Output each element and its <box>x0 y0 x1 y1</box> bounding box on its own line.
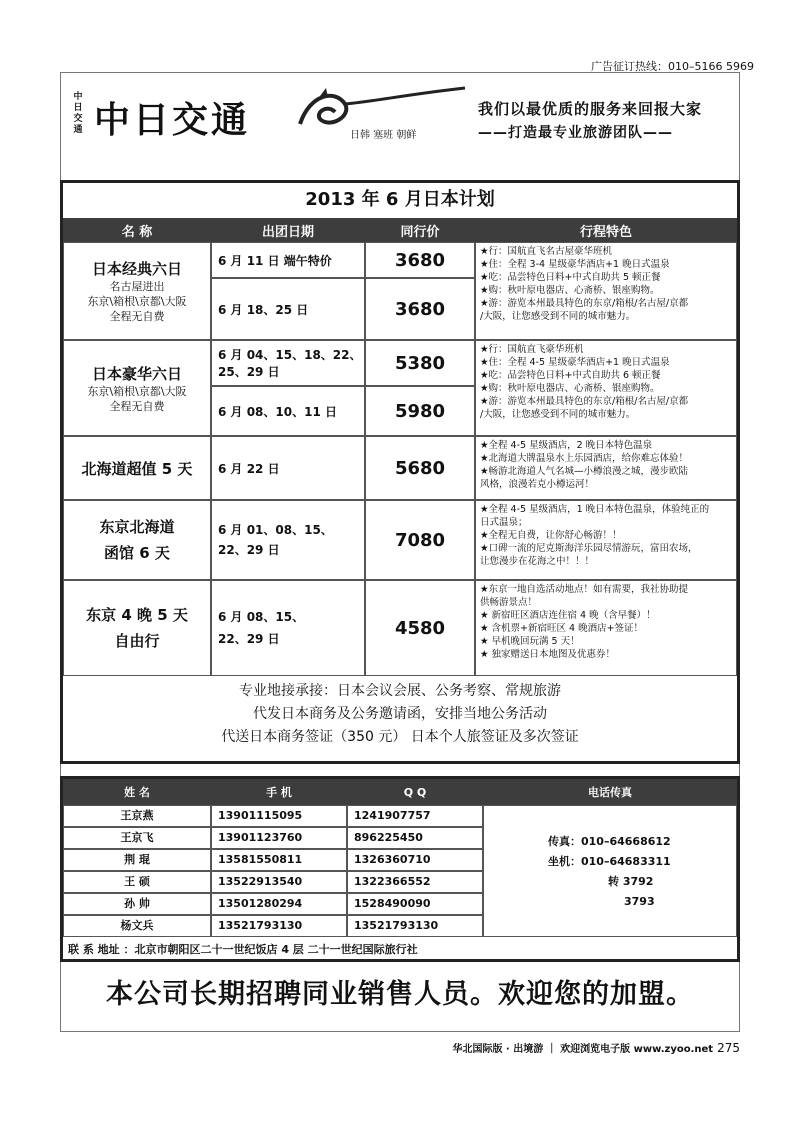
extension-1: 转 3792 <box>608 875 654 888</box>
plan-price: 3680 <box>365 242 475 278</box>
feature-line: ★ 新宿旺区酒店连住宿 4 晚（含早餐）！ <box>480 610 656 621</box>
feature-line: ★住：全程 3-4 星级豪华酒店+1 晚日式温泉 <box>480 259 670 270</box>
plan-date: 6 月 04、15、18、22、 25、29 日 <box>211 340 365 386</box>
plan-date: 6 月 18、25 日 <box>211 278 365 340</box>
feature-line: ★北海道大牌温泉水上乐园酒店，给你难忘体验！ <box>480 453 689 464</box>
plan-price: 4580 <box>365 580 475 676</box>
header-name: 名 称 <box>63 218 211 242</box>
contact-header-mobile: 手 机 <box>211 779 347 805</box>
feature-line: /大阪，让您感受到不同的城市魅力。 <box>480 409 636 420</box>
plan-sub: 全程无自费 <box>109 399 165 413</box>
header-price: 同行价 <box>365 218 475 242</box>
plan-row-classic6 <box>63 242 211 340</box>
feature-line: 供畅游景点！ <box>480 597 538 608</box>
plan-price: 5980 <box>365 386 475 436</box>
logo-subtitle: 日韩 塞班 朝鲜 <box>350 130 417 141</box>
plan-price: 5680 <box>365 436 475 500</box>
plan-features <box>475 340 737 436</box>
plan-price: 3680 <box>365 278 475 340</box>
plan-features <box>475 436 737 500</box>
logo-vertical-text: 中日交通 <box>73 92 83 135</box>
plan-features <box>475 242 737 340</box>
footer-text: 华北国际版 · 出境游 ｜ 欢迎浏览电子版 www.zyoo.net <box>452 1044 714 1055</box>
contact-header-qq: Q Q <box>347 779 483 805</box>
plan-name: 东京 4 晚 5 天 自由行 <box>63 580 211 676</box>
feature-line: 风格，浪漫若克小樽运河！ <box>480 479 595 490</box>
contact-name: 王京燕 <box>63 805 211 827</box>
plan-sub: 东京\箱根\京都\大阪 <box>87 384 187 398</box>
recruitment-banner: 本公司长期招聘同业销售人员。欢迎您的加盟。 <box>106 979 694 1010</box>
feature-line: /大阪，让您感受到不同的城市魅力。 <box>480 311 636 322</box>
feature-line: ★ 独家赠送日本地图及优惠券！ <box>480 649 616 660</box>
services-block <box>60 680 740 749</box>
feature-line: ★行：国航直飞豪华班机 <box>480 344 584 355</box>
feature-line: ★住：全程 4-5 星级豪华酒店+1 晚日式温泉 <box>480 357 670 368</box>
feature-line: ★ 早机晚回玩满 5 天！ <box>480 636 580 647</box>
feature-line: ★全程无自费，让你舒心畅游！！ <box>480 530 622 541</box>
landline-number: 坐机：010–64683311 <box>548 855 671 868</box>
fax-number: 传真：010–64668612 <box>548 835 671 848</box>
contact-mobile: 13501280294 <box>211 893 347 915</box>
contact-qq: 1528490090 <box>347 893 483 915</box>
feature-line: ★全程 4-5 星级酒店，2 晚日本特色温泉 <box>480 440 653 451</box>
feature-line: ★畅游北海道人气名城—小樽浪漫之城，漫步欧陆 <box>480 466 689 477</box>
page-number: 275 <box>717 1041 740 1055</box>
contact-qq: 1241907757 <box>347 805 483 827</box>
feature-line: ★东京一地自选活动地点！如有需要，我社协助提 <box>480 584 689 595</box>
plan-name: 日本经典六日 <box>91 260 182 278</box>
contact-mobile: 13581550811 <box>211 849 347 871</box>
feature-line: ★购：秋叶原电器店、心斋桥、银座购物。 <box>480 285 660 296</box>
slogan-line-1: 我们以最优质的服务来回报大家 <box>478 100 703 118</box>
contact-mobile: 13901115095 <box>211 805 347 827</box>
fax-phone-block <box>548 832 671 912</box>
plan-features <box>475 580 737 676</box>
feature-line: 日式温泉； <box>480 517 528 528</box>
plan-row-luxury6 <box>63 340 211 436</box>
extension-2: 3793 <box>624 895 655 908</box>
plan-date: 6 月 08、10、11 日 <box>211 386 365 436</box>
contact-qq: 1322366552 <box>347 871 483 893</box>
header-date: 出团日期 <box>211 218 365 242</box>
contact-name: 王京飞 <box>63 827 211 849</box>
plan-name: 东京北海道 函馆 6 天 <box>63 500 211 580</box>
plan-sub: 名古屋进出 <box>109 280 165 293</box>
feature-line: ★行：国航直飞名古屋豪华班机 <box>480 246 613 257</box>
contact-header-phone-fax: 电话传真 <box>483 779 737 805</box>
feature-line: ★口碑一流的尼克斯海洋乐园尽情游玩，富田农场， <box>480 543 698 554</box>
company-logo-name: 中日交通 <box>94 100 251 141</box>
contact-address: 联 系 地址 ：北京市朝阳区二十一世纪饭店 4 层 二十一世纪国际旅行社 <box>68 943 418 956</box>
feature-line: ★购：秋叶原电器店、心斋桥、银座购物。 <box>480 383 660 394</box>
ad-hotline: 广告征订热线：010–5166 5969 <box>591 60 754 73</box>
plan-price: 5380 <box>365 340 475 386</box>
contact-qq: 1326360710 <box>347 849 483 871</box>
contact-name: 荆 琨 <box>63 849 211 871</box>
plan-features <box>475 500 737 580</box>
slogan-line-2: ——打造最专业旅游团队—— <box>478 125 673 141</box>
header-features: 行程特色 <box>475 218 737 242</box>
contact-qq: 13521793130 <box>347 915 483 937</box>
contact-name: 杨文兵 <box>63 915 211 937</box>
plan-name: 北海道超值 5 天 <box>63 436 211 500</box>
contact-mobile: 13521793130 <box>211 915 347 937</box>
plan-sub: 全程无自费 <box>109 310 165 323</box>
plan-date: 6 月 08、15、 22、29 日 <box>211 580 365 676</box>
feature-line: ★游：游览本州最具特色的东京/箱根/名古屋/京都 <box>480 298 689 309</box>
page-footer <box>400 1040 740 1055</box>
feature-line: ★全程 4-5 星级酒店，1 晚日本特色温泉，体验纯正的 <box>480 504 710 515</box>
contact-name: 孙 帅 <box>63 893 211 915</box>
feature-line: ★吃：品尝特色日料+中式自助共 6 顿正餐 <box>480 370 661 381</box>
plan-sub: 东京\箱根\京都\大阪 <box>87 295 187 308</box>
feature-line: ★游：游览本州最具特色的东京/箱根/名古屋/京都 <box>480 396 689 407</box>
plan-price: 7080 <box>365 500 475 580</box>
service-line: 专业地接承接：日本会议会展、公务考察、常规旅游 <box>239 683 561 699</box>
plan-name: 日本豪华六日 <box>91 364 182 383</box>
service-line: 代送日本商务签证（350 元） 日本个人旅签证及多次签证 <box>221 729 579 745</box>
feature-line: ★吃：品尝特色日料+中式自助共 5 顿正餐 <box>480 272 661 283</box>
plan-date: 6 月 22 日 <box>211 436 365 500</box>
contact-header-name: 姓 名 <box>63 779 211 805</box>
contact-qq: 896225450 <box>347 827 483 849</box>
feature-line: 让您漫步在花海之中！！！ <box>480 556 595 567</box>
feature-line: ★ 含机票+新宿旺区 4 晚酒店+签证！ <box>480 623 644 634</box>
contact-name: 王 硕 <box>63 871 211 893</box>
plan-date: 6 月 11 日 端午特价 <box>211 242 365 278</box>
contact-mobile: 13522913540 <box>211 871 347 893</box>
service-line: 代发日本商务及公务邀请函，安排当地公务活动 <box>253 706 547 722</box>
plan-date: 6 月 01、08、15、 22、29 日 <box>211 500 365 580</box>
contact-mobile: 13901123760 <box>211 827 347 849</box>
plan-title: 2013 年 6 月日本计划 <box>305 189 495 210</box>
